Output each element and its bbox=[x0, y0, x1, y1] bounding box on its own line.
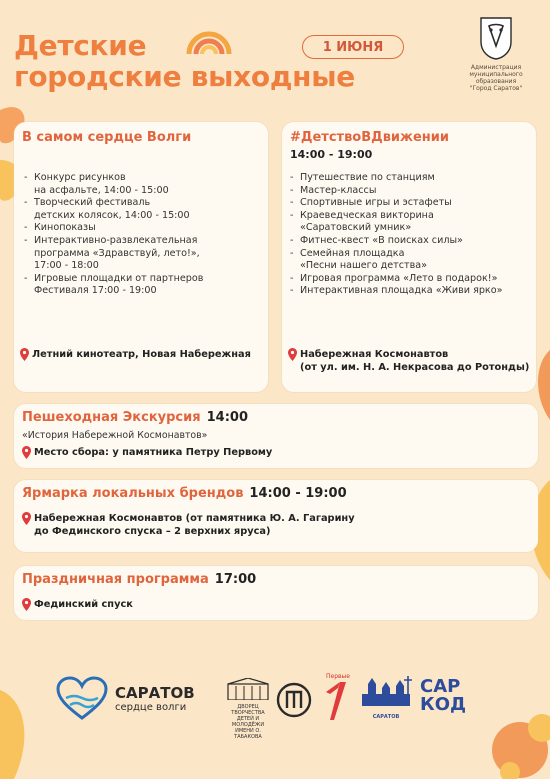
card-festive-time: 17:00 bbox=[214, 572, 257, 587]
sarkod-line-2: КОД bbox=[420, 694, 467, 715]
place-text: Фединский спуск bbox=[34, 599, 133, 610]
list-item: - Спортивные игры и эстафеты bbox=[290, 197, 534, 210]
youth-palace-logo bbox=[226, 678, 270, 740]
pervye-caption: Первые bbox=[326, 673, 350, 680]
card-fair-place bbox=[22, 512, 532, 538]
card-festive-title bbox=[22, 572, 256, 587]
card-excursion bbox=[14, 404, 538, 468]
building-icon bbox=[226, 678, 270, 700]
card-excursion-time: 14:00 bbox=[206, 410, 248, 425]
card-movement bbox=[282, 122, 536, 392]
title-line-1: Детские bbox=[14, 29, 147, 62]
list-item: - Творческий фестиваль детских колясок, 14:00 - 15:00 bbox=[24, 197, 264, 222]
card-volga-title: В самом сердце Волги bbox=[22, 130, 192, 145]
coat-of-arms-icon bbox=[477, 16, 515, 60]
card-excursion-title bbox=[22, 410, 248, 425]
list-item: - Краеведческая викторина «Саратовский умник» bbox=[290, 210, 534, 235]
youth-palace-caption: ДВОРЕЦ ТВОРЧЕСТВА ДЕТЕЙ И МОЛОДЁЖИ ИМЕНИ О. ТАБАКОВА bbox=[231, 704, 265, 740]
admin-line-3: "Город Саратов" bbox=[469, 85, 523, 92]
place-text: Летний кинотеатр, Новая Набережная bbox=[32, 349, 251, 360]
pervye-logo bbox=[324, 674, 352, 724]
list-item: - Путешествие по станциям bbox=[290, 172, 534, 185]
saratov-city-logo bbox=[358, 676, 414, 720]
place-line-1: Набережная Космонавтов (от памятника Ю. А. Гагарину bbox=[34, 513, 355, 524]
heart-wave-icon bbox=[56, 676, 108, 720]
list-item: - Фитнес-квест «В поисках силы» bbox=[290, 235, 534, 248]
card-movement-title: #ДетствоВДвижении bbox=[290, 130, 449, 145]
card-festive-place bbox=[22, 598, 522, 611]
title-line-2: городские выходные bbox=[14, 60, 355, 93]
card-fair-title bbox=[22, 486, 347, 501]
place-line-2: (от ул. им. Н. А. Некрасова до Ротонды) bbox=[300, 362, 530, 373]
arrow-one-icon bbox=[324, 680, 348, 720]
card-fair bbox=[14, 480, 538, 552]
list-item: - Кинопоказы bbox=[24, 222, 264, 235]
location-pin-icon bbox=[22, 598, 31, 611]
kremlin-icon bbox=[358, 676, 414, 710]
list-item: - Интерактивно-развлекательная программа «Здравствуй, лето!», 17:00 - 18:00 bbox=[24, 235, 264, 273]
card-excursion-title-text: Пешеходная Экскурсия bbox=[22, 410, 201, 425]
date-badge: 1 ИЮНЯ bbox=[302, 35, 404, 59]
card-volga-place bbox=[20, 348, 264, 361]
list-item: - Интерактивная площадка «Живи ярко» bbox=[290, 285, 534, 298]
card-movement-place bbox=[288, 348, 534, 374]
card-festive bbox=[14, 566, 538, 620]
card-fair-title-text: Ярмарка локальных брендов bbox=[22, 486, 244, 501]
sarkod-logo bbox=[420, 678, 480, 714]
p-letter-icon bbox=[276, 682, 312, 718]
place-line-1: Набережная Космонавтов bbox=[300, 349, 449, 360]
place-text: Место сбора: у памятника Петру Первому bbox=[34, 447, 273, 458]
rainbow-icon bbox=[186, 28, 232, 54]
card-excursion-place bbox=[22, 446, 522, 459]
list-item: - Конкурс рисунков на асфальте, 14:00 - 15:00 bbox=[24, 172, 264, 197]
admin-line-2: муниципального образования bbox=[469, 71, 523, 85]
location-pin-icon bbox=[20, 348, 29, 361]
sarkod-line-1: САР bbox=[420, 676, 461, 697]
location-pin-icon bbox=[22, 446, 31, 459]
list-item: - Семейная площадка «Песни нашего детства» bbox=[290, 248, 534, 273]
card-movement-time: 14:00 - 19:00 bbox=[290, 148, 373, 161]
location-pin-icon bbox=[288, 348, 297, 361]
admin-line-1: Администрация bbox=[470, 64, 522, 71]
partner-logos bbox=[0, 670, 550, 740]
list-item: - Мастер-классы bbox=[290, 185, 534, 198]
city-caption: САРАТОВ bbox=[372, 714, 400, 720]
saratov-brand bbox=[115, 684, 219, 713]
card-festive-title-text: Праздничная программа bbox=[22, 572, 209, 587]
saratov-title: САРАТОВ bbox=[115, 684, 195, 702]
list-item: - Игровые площадки от партнеров Фестиваля 17:00 - 19:00 bbox=[24, 273, 264, 298]
card-movement-list bbox=[290, 172, 534, 298]
administration-logo bbox=[450, 16, 542, 92]
list-item: - Игровая программа «Лето в подарок!» bbox=[290, 273, 534, 286]
card-fair-time: 14:00 - 19:00 bbox=[249, 486, 347, 501]
place-line-2: до Фединского спуска – 2 верхних яруса) bbox=[34, 526, 271, 537]
saratov-subtitle: сердце волги bbox=[115, 702, 187, 713]
card-excursion-subtitle: «История Набережной Космонавтов» bbox=[22, 430, 208, 441]
location-pin-icon bbox=[22, 512, 31, 525]
card-volga-list bbox=[24, 172, 264, 298]
card-volga bbox=[14, 122, 268, 392]
